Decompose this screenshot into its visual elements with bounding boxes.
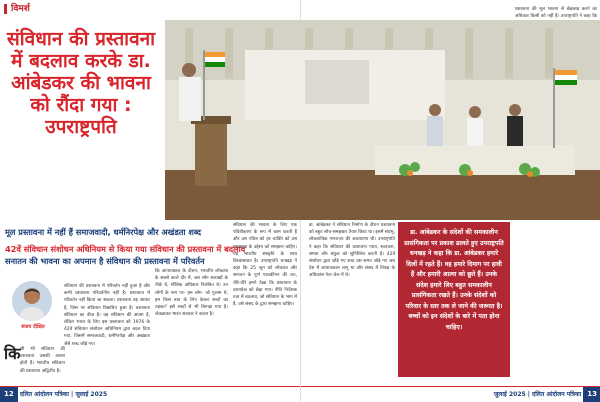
body-text: संविधान की भावना के लिए एक पवित्रीकरण के रूप में काम करती है और उस पवित्र को हर व्यक्ति को उस प्रस्तावना के उद्देश्य को समझना चाहिए। यह भारतीय संस्कृति के साथ विश्वासघात है। उपराष्ट्रपति धनखड़ ने कहा कि 25 जून को लोकतंत्र और सनातन के पूर्ण एकाकीपन की रात, धीरे-धीरे हमने देखा कि प्रस्तावना के दस्तावेज़ को छेड़ा गया। नीति निर्देशक तत्व में बदलाव, जो संविधान के भाग में है, उसे संसद के द्वारा समझना चाहिए। xyxy=(233,223,297,308)
body-text: सी भी संविधान की प्रस्तावना उसकी आत्मा होती है। भारतीय संविधान की प्रस्तावना अद्वितीय है। xyxy=(20,347,65,374)
body-col-1 xyxy=(64,283,150,383)
pull-quote: डा. आंबेडकर के संदेशों की समकालीन प्रासंगिकता पर प्रकाश डालते हुए उपराष्ट्रपति धनखड़ ने कहा कि डा. आंबेडकर हमारे दिलों में रहते हैं। वह हमारे दिमाग पर हावी हैं और हमारी आत्मा को छूते हैं। उनके संदेश हमारे लिए बहुत समकालीन प्रासंगिकता रखते हैं। उनके संदेशों को परिवार के स्तर तक ले जाने की जरूरत है। बच्चों को इन संदेशों के बारे में पता होना चाहिए। xyxy=(398,222,510,377)
dropcap: कि xyxy=(4,344,21,363)
body-col-3 xyxy=(233,222,297,383)
footer-right xyxy=(301,386,600,402)
subhead-3: सनातन की भावना का अपमान है संविधान की प्रस्तावना में परिवर्तन xyxy=(5,256,205,266)
footer-text: दलित आंदोलन पत्रिका | जुलाई 2025 xyxy=(19,391,108,398)
subhead-1: मूल प्रस्तावना में नहीं हैं समाजवादी, धर्मनिरपेक्ष और अखंडता शब्द xyxy=(5,227,202,237)
page-number: 13 xyxy=(583,387,600,402)
body-col-1b xyxy=(20,346,65,384)
page-number: 12 xyxy=(0,387,18,402)
body-col-4 xyxy=(309,222,395,383)
author-photo xyxy=(12,281,52,321)
event-photo xyxy=(165,20,600,220)
body-text: कि आपातकाल के दौरान, भारतीय लोकतंत्र के सबसे काले दौर में, जब लोग सलाखों के पीछे थे, मौलिक अधिकार निलंबित थे। उन लोगों के नाम पर- हम लोग- जो गुलाम थे, हम किस बात के लिए केवल शब्दों का तड़का? इसे शब्दों से भी बिगाड़ा गया है। जेकडाकर भारत सरकार ने बदला है। xyxy=(155,269,228,318)
stage-photo-illustration xyxy=(165,20,600,220)
footer-left xyxy=(0,386,300,402)
author-name: संजय दीक्षित xyxy=(21,324,45,330)
section-tag: विमर्श xyxy=(4,4,30,14)
headline: संविधान की प्रस्तावना में बदलाव करके डा. आंबेडकर की भावना को रौंदा गया : उपराष्ट्रपति xyxy=(6,28,156,138)
body-col-2 xyxy=(155,268,228,383)
footer-text: जुलाई 2025 | दलित आंदोलन पत्रिका xyxy=(493,391,582,398)
body-text: डा. आंबेडकर ने संविधान निर्माण के दौरान प्रस्तावना को बहुत सोच-समझकर तैयार किया था। इसमें संप्रभु, लोकतांत्रिक गणराज्य की अवधारणा थी। उपराष्ट्रपति ने कहा कि संविधान की प्रस्तावना न्याय, स्वतंत्रता, समता और बंधुत्व को सुनिश्चित करती है। 42वें संशोधन द्वारा जोड़े गए शब्द उस समय जोड़े गए जब देश में आपातकाल लागू था और संसद में विपक्ष के अधिकांश नेता जेल में थे। xyxy=(309,223,395,279)
subhead-2: 42वें संविधान संशोधन अधिनियम से किया गया संविधान की प्रस्तावना में बदलाव xyxy=(5,244,246,254)
body-text: प्रस्तावना की मूल भावना से छेड़छाड़ करने का अधिकार किसी को नहीं है। उपराष्ट्रपति ने कहा कि xyxy=(515,7,597,20)
body-text: संविधान की प्रस्तावना में परिवर्तन नहीं हुआ है और कभी प्रस्तावना परिवर्तनीय नहीं है। प्रस्तावना में परिवर्तन नहीं किया जा सकता। प्रस्तावना वह आधार है, जिस पर संविधान विकसित हुआ है। प्रस्तावना संविधान का बीज है। वह संविधान की आत्मा है, लेकिन भारत के लिए इस प्रस्तावना को 1976 के 42वें संविधान संशोधन अधिनियम द्वारा बदल दिया गया, जिसमें समाजवादी, धर्मनिरपेक्ष और अखंडता जैसे शब्द जोड़े गए। xyxy=(64,284,150,347)
